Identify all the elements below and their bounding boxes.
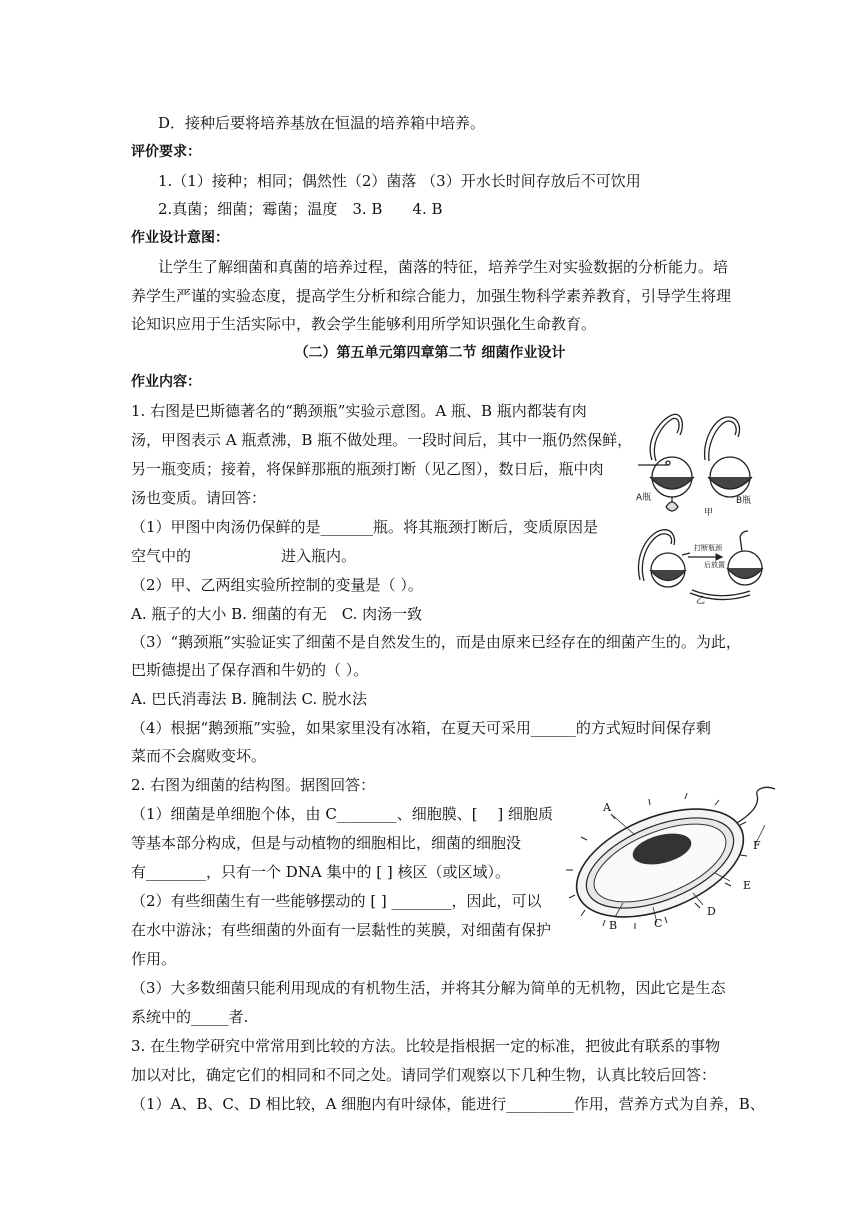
q1-line-3: 另一瓶变质；接着，将保鲜那瓶的瓶颈打断（见乙图），数日后，瓶中肉 (131, 460, 604, 478)
q1-line-13: 菜而不会腐败变坏。 (131, 747, 267, 765)
label-flask-b: B瓶 (736, 496, 752, 506)
flask-b-icon (705, 417, 752, 497)
q1-line-5: （1）甲图中肉汤仍保鲜的是_______瓶。将其瓶颈打断后，变质原因是 (131, 518, 599, 536)
bacteria-structure-figure (565, 785, 785, 935)
q1-line-7: （2）甲、乙两组实验所控制的变量是（ ）。 (131, 576, 423, 594)
label-A: A (603, 801, 611, 814)
q2-line-6: 在水中游泳；有些细菌的外面有一层黏性的荚膜，对细菌有保护 (131, 921, 552, 939)
intent-para-3: 论知识应用于生活实际中，教会学生能够利用所学知识强化生命教育。 (131, 315, 597, 333)
q1-line-10: 巴斯德提出了保存酒和牛奶的（ ）。 (131, 661, 369, 679)
q1-line-4: 汤也变质。请回答： (131, 489, 267, 507)
q3-line-2: 加以对比，确定它们的相同和不同之处。请同学们观察以下几种生物，认真比较后回答： (131, 1066, 717, 1084)
q2-line-4: 有________，只有一个 DNA 集中的 [ ] 核区（或区域）。 (131, 863, 511, 881)
q3-line-3: （1）A、B、C、D 相比较，A 细胞内有叶绿体，能进行_________作用，营养方式为自养，B、 (131, 1095, 765, 1113)
heading-evaluation: 评价要求： (131, 144, 201, 160)
q3-line-1: 3. 在生物学研究中常常用到比较的方法。比较是指根据一定的标准，把彼此有联系的事物 (131, 1037, 721, 1055)
heading-content: 作业内容： (131, 374, 201, 390)
answer-line-1: 1.（1）接种；相同；偶然性（2）菌落 （3）开水长时间存放后不可饮用 (158, 172, 641, 190)
flask-broken-icon (639, 530, 763, 600)
q2-line-2: （1）细菌是单细胞个体，由 C________、细胞膜、[ ] 细胞质 (131, 805, 554, 823)
q1-line-1: 1. 右图是巴斯德著名的“鹅颈瓶”实验示意图。A 瓶、B 瓶内都装有肉 (131, 402, 587, 420)
intent-para-1: 让学生了解细菌和真菌的培养过程，菌落的特征，培养学生对实验数据的分析能力。培 (158, 258, 729, 276)
label-after: 后放置 (704, 561, 725, 569)
bacterium-icon (565, 787, 775, 935)
label-E: E (743, 879, 752, 892)
q1-line-8: A. 瓶子的大小 B. 细菌的有无 C. 肉汤一致 (131, 605, 423, 623)
label-C: C (654, 917, 663, 930)
heading-intent: 作业设计意图： (131, 230, 229, 246)
option-d: D．接种后要将培养基放在恒温的培养箱中培养。 (158, 114, 486, 132)
q1-line-2: 汤，甲图表示 A 瓶煮沸，B 瓶不做处理。一段时间后，其中一瓶仍然保鲜， (131, 431, 633, 449)
intent-para-2: 养学生严谨的实验态度，提高学生分析和综合能力，加强生物科学素养教育，引导学生将理 (131, 287, 732, 305)
swan-neck-flask-figure (630, 405, 780, 605)
q1-line-9: （3）“鹅颈瓶”实验证实了细菌不是自然发生的，而是由原来已经存在的细菌产生的。为此， (131, 633, 741, 651)
q2-line-5: （2）有些细菌生有一些能够摆动的 [ ] ________，因此，可以 (131, 892, 542, 910)
label-B: B (609, 919, 618, 932)
q2-line-7: 作用。 (131, 950, 177, 968)
answer-line-2: 2.真菌；细菌；霉菌；温度 3. B 4. B (158, 200, 443, 218)
q2-line-3: 等基本部分构成，但是与动植物的细胞相比，细菌的细胞没 (131, 834, 522, 852)
label-yi: 乙 (696, 596, 706, 605)
section-title: （二）第五单元第四章第二节 细菌作业设计 (294, 345, 566, 361)
q2-line-1: 2. 右图为细菌的结构图。据图回答： (131, 776, 376, 794)
label-jia: 甲 (704, 508, 714, 518)
label-D: D (707, 905, 716, 918)
q2-line-9: 系统中的_____者. (131, 1008, 249, 1026)
q1-line-12: （4）根据“鹅颈瓶”实验，如果家里没有冰箱，在夏天可采用______的方式短时间保存剩 (131, 719, 711, 737)
q1-line-11: A. 巴氏消毒法 B. 腌制法 C. 脱水法 (131, 690, 367, 708)
q2-line-8: （3）大多数细菌只能利用现成的有机物生活，并将其分解为简单的无机物，因此它是生态 (131, 979, 726, 997)
label-F: F (753, 839, 761, 852)
q1-line-6: 空气中的 进入瓶内。 (131, 547, 357, 565)
label-flask-a: A瓶 (636, 493, 652, 503)
label-break: 打断瓶颈 (694, 544, 722, 552)
